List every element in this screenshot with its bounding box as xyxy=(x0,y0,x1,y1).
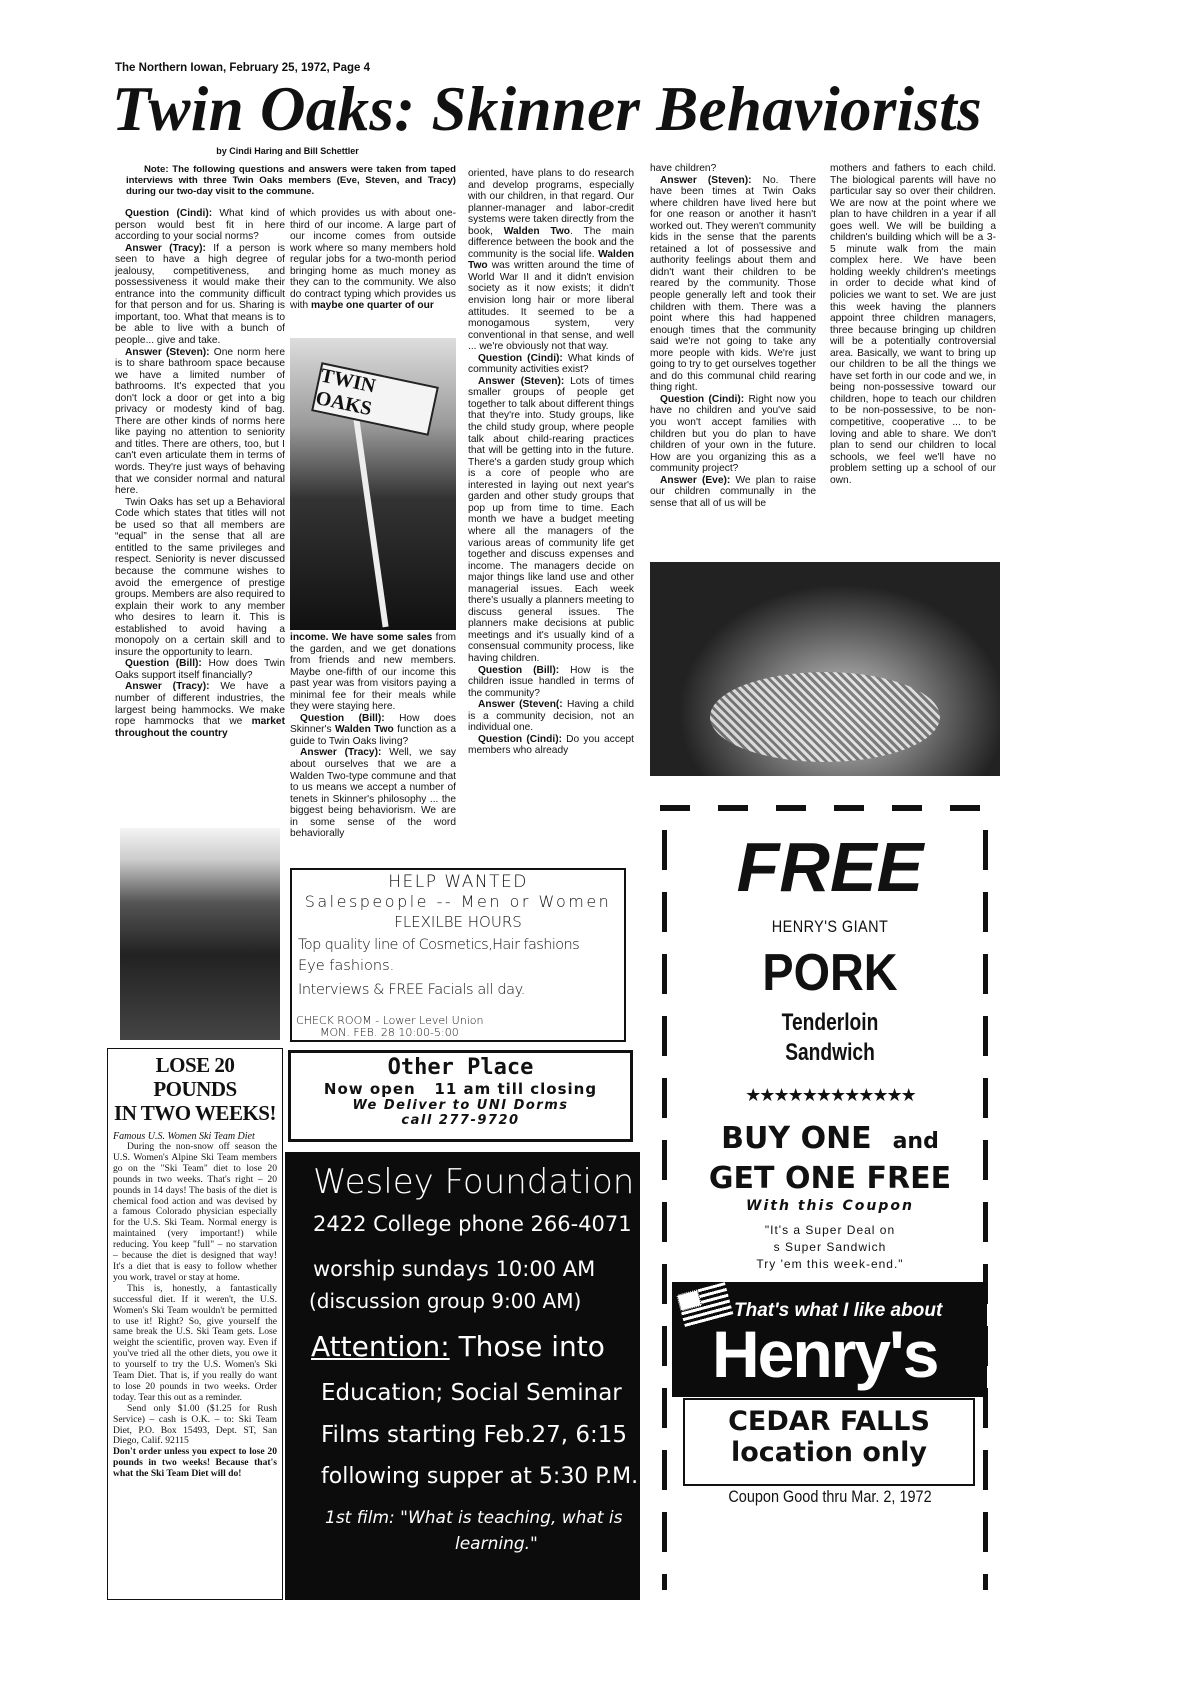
bold-text: income. We have some sales xyxy=(290,632,436,643)
bold-text: Question (Cindi): xyxy=(660,393,749,405)
body-text: oriented, have plans to do research and develop programs, especially with our children, in that regard. Our planner-manager and labor-credit systems were taken directly from the book, xyxy=(468,168,634,237)
other-place-name: Other Place xyxy=(387,1055,534,1080)
help-wanted-line: MON. FEB. 28 10:00-5:00 xyxy=(320,1026,459,1039)
body-text: Having a child is a community decision, not an individual one. xyxy=(468,699,634,734)
coupon-quote: s Super Sandwich xyxy=(773,1240,887,1254)
wesley-name: Wesley Foundation xyxy=(313,1162,635,1202)
wesley-worship: worship sundays 10:00 AM xyxy=(313,1257,596,1281)
article-paragraph xyxy=(650,163,816,175)
body-text: No. There have been times at Twin Oaks where children have lived here but for one reason or another it hasn't worked out. They weren't community kids in the sense that the parents retained a lot of possessive and authority feelings about them and didn't want their children to be reared by the community. Those people generally left and took their children with them. There was a point where this had happened enough times that the community said we're not going to take any more people with kids. We're just going to try to get ourselves together and do this communal child rearing thing right. xyxy=(650,174,816,394)
hammock xyxy=(710,672,940,762)
article-column-2-top xyxy=(290,208,456,312)
body-text: We plan to raise our children communally in the sense that all of us will be xyxy=(650,474,816,509)
body-text: function as a guide to Twin Oaks living? xyxy=(290,724,456,747)
coupon-dashed-border xyxy=(660,805,995,811)
coupon-quote: Try 'em this week-end." xyxy=(756,1257,904,1271)
other-place-ad xyxy=(288,1050,633,1142)
bold-text: Walden Two xyxy=(334,724,394,736)
article-column-4 xyxy=(650,163,816,509)
wesley-attention-rest: Those into xyxy=(449,1330,605,1363)
help-wanted-line: Salespeople -- Men or Women xyxy=(304,892,612,911)
article-paragraph xyxy=(830,163,996,486)
bold-text: Question (Cindi): xyxy=(478,733,567,745)
body-text: was written around the time of World War II and it didn't envision society as it now exists; it didn't envision long hair or more liberal attitudes. It seemed to be a monogamous system, very conventional in that sense, and well ... we're obviously not that way. xyxy=(468,260,634,353)
body-text: What kinds of community activities exist? xyxy=(468,352,635,376)
diet-subhead: Famous U.S. Women Ski Team Diet xyxy=(113,1131,255,1142)
wesley-attention: Attention: xyxy=(311,1330,450,1363)
bold-text: Walden Two xyxy=(468,248,634,272)
diet-paragraph: During the non-snow off season the U.S. Women's Alpine Ski Team members go on the "Ski Team" diet to lose 20 pounds in two weeks. That's right – 20 pounds in 14 days! The basis of the diet is chemical food action and was devised by a famous Colorado physician especially for the U.S. Ski Team. Normal energy is maintained (very important!) while reducing. You keep "full" – no starvation – because the diet is designed that way! It's a diet that is easy to follow whether you work, travel or stay at home. xyxy=(113,1141,277,1283)
article-paragraph xyxy=(650,175,816,394)
article-paragraph xyxy=(115,497,285,659)
coupon-and: and xyxy=(892,1129,939,1154)
body-text: We have a number of different industries, the largest being hammocks. We make rope hammocks that we xyxy=(115,681,285,728)
bold-text: Question (Bill): xyxy=(300,712,400,724)
help-wanted-line: Top quality line of Cosmetics,Hair fashions xyxy=(298,937,580,953)
help-wanted-line: Interviews & FREE Facials all day. xyxy=(298,982,525,998)
bold-text: Answer (Eve): xyxy=(660,474,736,486)
coupon-sandwich: Sandwich xyxy=(785,1039,875,1066)
article-paragraph xyxy=(290,713,456,748)
help-wanted-title: HELP WANTED xyxy=(388,872,528,892)
body-text: Well, we say about ourselves that we are a Walden Two-type commune and that to us means we accept a number of tenets in Skinner's philosophy ... the biggest being behaviorism. We are in some sense of the word behaviorally xyxy=(290,747,456,840)
body-text: from the garden, and we get donations from friends and new members. Maybe one-fifth of our income this past year was from visitors paying a minimal fee for their meals while they were staying here. xyxy=(290,632,456,713)
coupon-dashed-border xyxy=(983,830,988,1590)
coupon-dashed-border xyxy=(662,830,667,1590)
article-column-5 xyxy=(830,163,996,486)
article-paragraph xyxy=(115,208,285,243)
wesley-first-film: 1st film: "What is teaching, what is xyxy=(325,1508,623,1528)
bold-text: Walden Two xyxy=(503,225,571,237)
article-paragraph xyxy=(115,243,285,347)
other-place-delivery: We Deliver to UNI Dorms xyxy=(352,1098,569,1113)
wesley-seminar: Education; Social Seminar xyxy=(321,1380,622,1406)
coupon-expiry: Coupon Good thru Mar. 2, 1972 xyxy=(728,1487,932,1506)
other-place-hours: Now open 11 am till closing xyxy=(323,1080,598,1098)
coupon-giant: HENRY'S GIANT xyxy=(771,917,889,936)
wesley-films: Films starting Feb.27, 6:15 xyxy=(321,1422,628,1448)
bold-text: Answer (Steven): xyxy=(660,174,763,186)
article-paragraph xyxy=(468,699,634,734)
bold-text: Answer (Steven): xyxy=(478,375,571,387)
location-line-2: location only xyxy=(731,1437,927,1468)
diet-paragraph: Send only $1.00 ($1.25 for Rush Service) – cash is O.K. – to: Ski Team Diet, P.O. Box 15493, Dept. ST, San Diego, Calif. 92115 xyxy=(113,1402,277,1447)
article-column-2-bottom xyxy=(290,632,456,840)
coupon-with-this: With this Coupon xyxy=(746,1198,914,1214)
diet-headline-2: IN TWO WEEKS! xyxy=(114,1101,276,1125)
coupon-pork: PORK xyxy=(762,944,898,1002)
body-text: which provides us with about one-third of our income. A large part of our income comes from outside work where so many members hold regular jobs for a two-month period bringing home as much money as they can to the community. We also do contract typing which provides us with xyxy=(290,208,456,312)
article-column-1 xyxy=(115,208,285,739)
article-paragraph xyxy=(468,734,634,757)
hammock-photo xyxy=(650,562,1000,776)
diet-ad xyxy=(107,1048,283,1600)
coupon-tenderloin: Tenderloin xyxy=(781,1009,879,1036)
article-paragraph xyxy=(468,353,634,376)
body-text: Twin Oaks has set up a Behavioral Code which states that titles will not be used so that all members are “equal” in the sense that all are entitled to the same privileges and respect. Seniority is never discussed because the commune wishes to avoid the emergence of prestige groups. Members are also required to explain their work to any member who desires to learn it. This is established to avoid having a monopoly on a certain skill and to insure the opportunity to learn. xyxy=(115,496,285,658)
article-paragraph xyxy=(115,681,285,739)
wesley-foundation-ad xyxy=(285,1152,640,1600)
twin-oaks-sign: TWIN OAKS xyxy=(311,362,439,436)
article-paragraph xyxy=(290,747,456,839)
bold-text: Answer (Tracy): xyxy=(300,747,390,759)
sign-post xyxy=(353,419,388,628)
bold-text: Answer (Tracy): xyxy=(125,681,221,693)
editor-note: Note: The following questions and answers were taken from taped interviews with three Twin Oaks members (Eve, Steven, and Tracy) during our two-day visit to the commune. xyxy=(126,164,456,197)
article-paragraph xyxy=(290,208,456,312)
article-paragraph xyxy=(115,347,285,497)
coupon-quote: "It's a Super Deal on xyxy=(764,1223,896,1237)
diet-closing: Don't order unless you expect to lose 20 pounds in two weeks! Because that's what the Ski Team Diet will do! xyxy=(113,1446,277,1480)
body-text: How does Skinner's xyxy=(290,712,456,736)
location-line-1: CEDAR FALLS xyxy=(728,1406,930,1437)
body-text: If a person is seen to have a high degree of jealousy, competitiveness, and possessiveness it would make their entrance into the community difficult for that person and for us. Sharing is important, too. What that means is to be able to live with a bunch of people... give and take. xyxy=(115,242,286,347)
wesley-discussion: (discussion group 9:00 AM) xyxy=(309,1289,582,1313)
bold-text: Question (Bill): xyxy=(478,664,571,676)
body-text: have children? xyxy=(650,163,717,174)
article-paragraph xyxy=(650,394,816,475)
help-wanted-line: FLEXILBE HOURS xyxy=(394,913,522,931)
article-paragraph xyxy=(115,658,285,681)
article-paragraph xyxy=(468,376,634,665)
help-wanted-line: CHECK ROOM - Lower Level Union xyxy=(296,1014,484,1027)
henrys-slogan: That's what I like about xyxy=(734,1300,943,1321)
coupon-get-one-free: GET ONE FREE xyxy=(708,1161,952,1196)
body-text: Lots of times smaller groups of people get together to talk about different things that they're into. Study groups, like the child study group, where people talk about child-rearing practices that will be getting into in the future. There's a garden study group which is a core of people who are interested in laying out next year's garden and other study groups that pop up from time to time. Each month we have a budget meeting where all the managers of the various areas of community life get together and discuss expenses and income. The managers decide on major things like land use and other managerial issues. Each week there's usually a planners meeting to discuss general issues. The planners make decisions at public meetings and it's usually kind of a consensual community process, like having children. xyxy=(468,375,634,664)
body-text: How is the children issue handled in terms of the community? xyxy=(468,664,634,699)
other-place-phone: call 277-9720 xyxy=(401,1113,520,1128)
dateline: The Northern Iowan, February 25, 1972, Page 4 xyxy=(115,62,371,74)
help-wanted-ad xyxy=(290,868,626,1042)
diet-headline-1: LOSE 20 POUNDS xyxy=(153,1053,237,1101)
wesley-first-film-2: learning." xyxy=(455,1534,538,1554)
body-text: How does Twin Oaks support itself financially? xyxy=(115,658,285,681)
bold-text: Answer (Steven): xyxy=(125,346,214,358)
bold-text: Answer (Steven(: xyxy=(478,699,568,711)
body-text: mothers and fathers to each child. The biological parents will have no particular say so over their children. We are now at the point where we plan to have children in a year if all goes well. We will be building a children's building which will be a 3-5 minute walk from the main complex here. We have been holding weekly children's meetings in order to decide what kind of policies we want to set. We are just this week having the planners appoint three children managers, three because bringing up children will be a potentially controversial area. Basically, we want to bring up our children to be all the things we have set forth in our code and we, in being non-possessive toward our children, hope to teach our children to be non-possessive, to be non-competitive, cooperative ... to be loving and able to share. We don't plan to send our children to local schools, we feel we'll have no problem setting up a school of our own. xyxy=(830,163,996,486)
bold-text: maybe one quarter of our xyxy=(310,300,434,312)
bold-text: Question (Cindi): xyxy=(478,352,568,364)
article-paragraph xyxy=(468,168,634,353)
bold-text: Answer (Tracy): xyxy=(125,242,214,254)
location-box xyxy=(683,1398,975,1486)
wesley-address: 2422 College phone 266-4071 xyxy=(313,1212,632,1236)
coupon-free: FREE xyxy=(736,828,924,906)
article-paragraph xyxy=(650,475,816,510)
body-text: Do you accept members who already xyxy=(468,733,635,757)
field-photo xyxy=(120,828,280,1040)
headline: Twin Oaks: Skinner Behaviorists xyxy=(112,74,982,144)
coupon-stars: ★★★★★★★★★★★★ xyxy=(745,1085,915,1105)
bold-text: Question (Bill): xyxy=(125,658,209,670)
body-text: Right now you have no children and you've said you won't accept families with children but you do plan to have children of your own in the future. How are you organizing this as a community project? xyxy=(650,393,817,475)
body-text: One norm here is to share bathroom space because we have a limited number of bathrooms. It's expected that you don't lock a door or get into a big privacy or modesty kind of bag. There are other kinds of norms here like paying no attention to seniority and titles. There are others, too, but I can't even articulate them in terms of words. They're just ways of behaving that we consider normal and natural here. xyxy=(115,346,285,497)
twin-oaks-sign-photo xyxy=(290,338,456,630)
article-paragraph xyxy=(290,632,456,713)
body-text: What kind of person would best fit in here according to your social norms? xyxy=(115,208,286,243)
henrys-logo-banner xyxy=(672,1282,987,1397)
bold-text: market throughout the country xyxy=(115,716,285,739)
henrys-brand: Henry's xyxy=(712,1317,938,1391)
body-text: . The main difference between the book and the community is the social life. xyxy=(468,225,634,260)
bold-text: Question (Cindi): xyxy=(125,208,220,219)
byline: by Cindi Haring and Bill Schettler xyxy=(216,146,359,156)
article-column-3 xyxy=(468,168,634,757)
article-paragraph xyxy=(468,665,634,700)
help-wanted-line: Eye fashions. xyxy=(298,958,395,974)
coupon-buy-one: BUY ONE xyxy=(721,1121,872,1156)
wesley-supper: following supper at 5:30 P.M. xyxy=(321,1464,639,1489)
diet-paragraph: This is, honestly, a fantastically successful diet. If it weren't, the U.S. Women's Ski Team wouldn't be permitted to use it! Right? So, give yourself the same break the U.S. Ski Team gets. Lose weight the scientific, proven way. Even if you've tried all the other diets, you owe it to yourself to try the U.S. Women's Ski Team Diet. That is, if you really do want to lose 20 pounds in two weeks. Order today. Tear this out as a reminder. xyxy=(113,1282,277,1403)
